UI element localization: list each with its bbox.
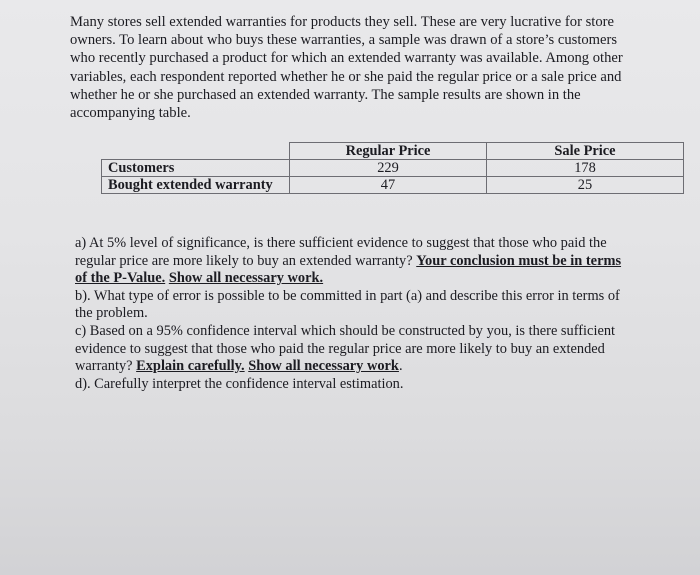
problem-intro [70,13,630,122]
table-corner-cell [102,143,290,160]
question-c-period: . [398,358,403,375]
header-sale-price: Sale Price [487,143,684,160]
header-regular-price: Regular Price [290,143,487,160]
question-c-text: c) Based on a 95% confidence interval which should be constructed by you, is there sufficient evidence to suggest that those who paid the regular price are more likely to buy an extended warranty? [75,322,616,375]
row-label-warranty: Bought extended warranty [102,177,290,194]
question-a-text: a) At 5% level of significance, is there sufficient evidence to suggest that those who paid the regular price are more likely to buy an extended warranty? [75,235,607,269]
table-row [102,160,684,177]
question-a-emphasis-work: Show all necessary work. [168,270,324,287]
table-row [102,177,684,194]
cell-customers-sale: 178 [487,160,684,177]
question-c-emphasis-explain: Explain carefully. [136,358,245,375]
cell-warranty-sale: 25 [487,177,684,194]
question-b: b). What type of error is possible to be committed in part (a) and describe this error in terms of the problem. [75,287,620,322]
question-a [75,235,630,288]
row-label-customers: Customers [102,160,290,177]
warranty-table [101,142,684,194]
table-header-row [102,143,684,160]
questions-block [75,235,630,393]
question-c [75,323,630,376]
intro-paragraph: Many stores sell extended warranties for products they sell. These are very lucrative for store owners. To learn about who buys these warranties, a sample was drawn of a store’s customers who recently purchased a product for which an extended warranty was available. Among other variables, each respondent reported whether he or she paid the regular price or a sale price and whether he or she purchased an extended warranty. The sample results are shown in the accompanying table. [70,14,623,122]
question-a-emphasis-pvalue: Your conclusion must be in terms of the P-Value. [75,252,622,287]
cell-warranty-regular: 47 [290,177,487,194]
question-d: d). Carefully interpret the confidence interval estimation. [75,375,404,392]
cell-customers-regular: 229 [290,160,487,177]
question-c-emphasis-work: Show all necessary work [248,358,399,375]
